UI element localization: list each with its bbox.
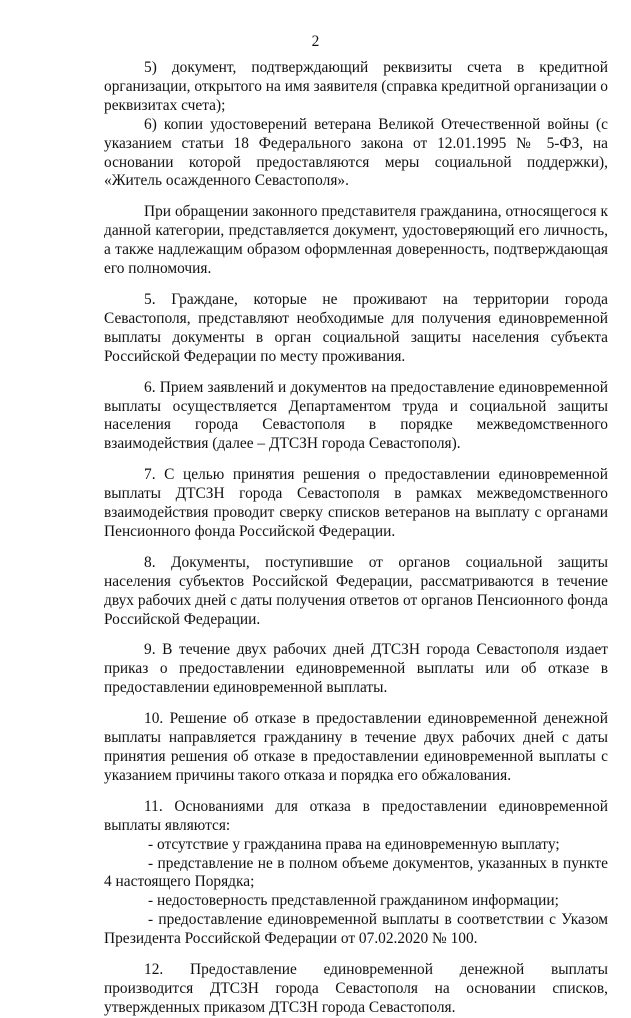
- clause-6: 6. Прием заявлений и документов на предоставление единовременной выплаты осуществляется Департаментом труда и социальной защиты населения города Севастополя в порядке межведомственного взаимодействия (далее – ДТСЗН города Севастополя).: [104, 378, 608, 453]
- refusal-ground-3: - недостоверность представленной гражданином информации;: [148, 892, 559, 910]
- legal-representative-paragraph: При обращении законного представителя гражданина, относящегося к данной категории, представляется документ, удостоверяющий его личность, а также надлежащим образом оформленная доверенность, подтверждающая его полномочия.: [104, 203, 608, 278]
- item-6-veteran-certificates: 6) копии удостоверений ветерана Великой Отечественной войны (с указанием статьи 18 Федерального закона от 12.01.1995 № 5-ФЗ, на основании которой предоставляются меры социальной поддержки), «Житель осажденного Севастополя».: [104, 115, 608, 190]
- refusal-ground-2: - представление не в полном объеме документов, указанных в пункте 4 настоящего Порядка;: [104, 854, 608, 891]
- document-body: [104, 59, 608, 1018]
- refusal-ground-4: - предоставление единовременной выплаты в соответствии с Указом Президента Российской Федерации от 07.02.2020 № 100.: [104, 911, 608, 948]
- page-number: 2: [311, 33, 320, 50]
- clause-11: 11. Основаниями для отказа в предоставлении единовременной выплаты являются:: [104, 797, 608, 834]
- clause-8: 8. Документы, поступившие от органов социальной защиты населения субъектов Российской Федерации, рассматриваются в течение двух рабочих дней с даты получения ответов от органов Пенсионного фонда Российской Федерации.: [104, 553, 608, 628]
- item-5-bank-details: 5) документ, подтверждающий реквизиты счета в кредитной организации, открытого на имя заявителя (справка кредитной организации о реквизитах счета);: [104, 59, 608, 114]
- clause-12: 12. Предоставление единовременной денежной выплаты производится ДТСЗН города Севастополя на основании списков, утвержденных приказом ДТСЗН города Севастополя.: [104, 961, 608, 1016]
- clause-10: 10. Решение об отказе в предоставлении единовременной денежной выплаты направляется гражданину в течение двух рабочих дней с даты принятия решения об отказе в предоставлении единовременной выплаты с указанием причины такого отказа и порядка его обжалования.: [104, 710, 608, 784]
- clause-9: 9. В течение двух рабочих дней ДТСЗН города Севастополя издает приказ о предоставлении единовременной выплаты или об отказе в предоставлении единовременной выплаты.: [104, 641, 608, 697]
- clause-5: 5. Граждане, которые не проживают на территории города Севастополя, представляют необходимые для получения единовременной выплаты документы в орган социальной защиты населения субъекта Российской Федерации по месту проживания.: [104, 290, 608, 365]
- clause-7: 7. С целью принятия решения о предоставлении единовременной выплаты ДТСЗН города Севастополя в рамках межведомственного взаимодействия проводит сверку списков ветеранов на выплату с органами Пенсионного фонда Российской Федерации.: [104, 466, 608, 540]
- refusal-ground-1: - отсутствие у гражданина права на единовременную выплату;: [148, 835, 560, 853]
